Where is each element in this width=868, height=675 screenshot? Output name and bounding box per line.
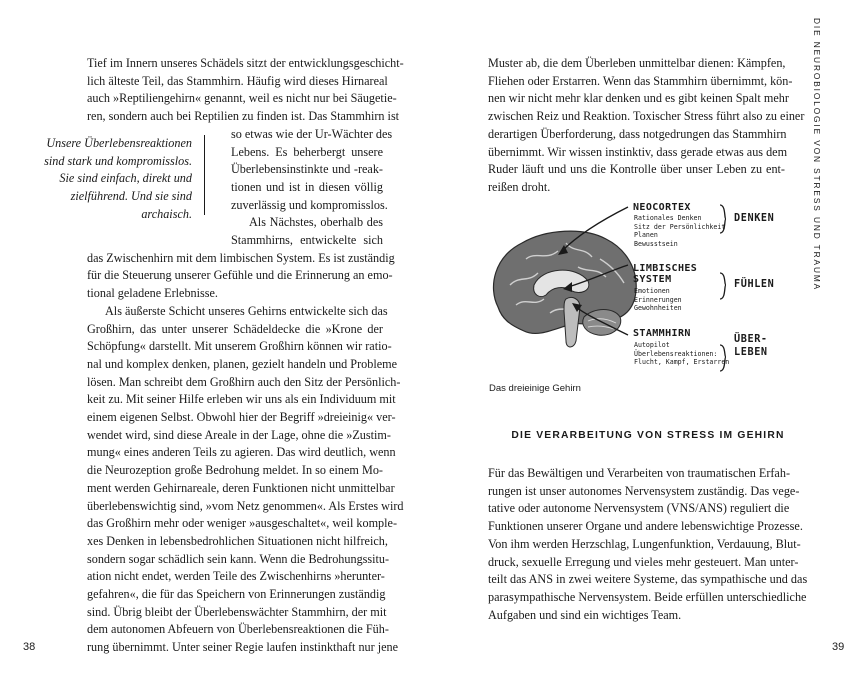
text-line: druck, sexuelle Erregung und vieles mehr gesteuert. Man unter- xyxy=(488,554,799,569)
pull-quote-line: Sie sind einfach, direkt und xyxy=(59,171,192,186)
neocortex-title: NEOCORTEX xyxy=(633,202,691,213)
text-line: Als Nächstes, oberhalb des xyxy=(249,215,383,230)
text-line: mung« eines anderen Teils zu agieren. Das wird deutlich, wenn xyxy=(87,445,396,460)
text-line: Für das Bewältigen und Verarbeiten von traumatischen Erfah- xyxy=(488,466,790,480)
running-head xyxy=(808,18,828,292)
pull-quote-line: zielführend. Und sie sind xyxy=(70,189,192,204)
pull-quote-line: sind stark und kompromisslos. xyxy=(44,153,192,168)
section-heading: DIE VERARBEITUNG VON STRESS IM GEHIRN xyxy=(511,430,785,441)
text-line: rungen ist unser autonomes Nervensystem zuständig. Das vege- xyxy=(488,483,800,498)
limbic-title-line-1: LIMBISCHES xyxy=(633,263,698,274)
stammhirn-title: STAMMHIRN xyxy=(633,328,691,339)
function-item: Bewusstsein xyxy=(634,239,678,248)
text-line: das Großhirn mehr oder weniger »ausgeschaltet«, weil komple- xyxy=(87,516,398,531)
text-line: parasympathische Nervensystem. Beide erfüllen unterschiedliche xyxy=(488,589,807,604)
text-line: Ruder läuft und uns die Kontrolle über unser Leben zu ent- xyxy=(488,162,785,177)
text-line: Fliehen oder Erstarren. Wenn das Stammhirn übernimmt, kön- xyxy=(488,73,793,88)
text-line: so etwas wie der Ur-Wächter des xyxy=(231,126,393,141)
pull-quote-line: Unsere Überlebensreaktionen xyxy=(46,136,192,150)
running-head-text: DIE NEUROBIOLOGIE VON STRESS UND TRAUMA xyxy=(812,18,822,292)
function-item: Autopilot xyxy=(634,341,670,349)
function-item: Überlebensreaktionen: xyxy=(634,349,718,358)
function-item: Emotionen xyxy=(634,287,670,295)
text-line: übernimmt. Wir wissen instinktiv, dass gerade etwas aus dem xyxy=(488,144,788,159)
text-line: Stammhirns, entwickelte sich xyxy=(231,233,383,247)
pull-quote-rule xyxy=(204,135,205,215)
text-line: Tief im Innern unseres Schädels sitzt der entwicklungsgeschicht- xyxy=(87,56,404,70)
text-line: teilt das ANS in zwei weitere Systeme, das sympathische und das xyxy=(488,572,808,587)
text-line: die Neurozeption große Bedrohung meldet. In so einem Mo- xyxy=(87,463,383,478)
text-line: xes Denken in lebensbedrohlichen Situationen nicht hilfreich, xyxy=(87,533,388,548)
text-line: Großhirn, das unter unserer Schädeldecke die »Krone der xyxy=(87,321,383,336)
text-line: sondern sogar schädlich sein kann. Wenn die Bedrohungssitu- xyxy=(87,551,390,566)
text-line: für die Steuerung unserer Gefühle und die Erinnerung an emo- xyxy=(87,268,393,283)
text-line: tative oder autonome Nervensystem (VNS/ANS) reguliert die xyxy=(488,501,790,516)
text-line: ment werden Gehirnareale, deren Funktionen nicht unmittelbar xyxy=(87,480,395,495)
text-line: gefahren«, die für das Speichern von Erinnerungen zuständig xyxy=(87,587,386,601)
function-item: Flucht, Kampf, Erstarren xyxy=(634,358,730,367)
group-label-denken: DENKEN xyxy=(734,213,775,224)
text-line: Funktionen unserer Organe und andere lebenswichtige Prozesse. xyxy=(488,519,803,534)
text-line: tionen und ist in diesen völlig xyxy=(231,179,383,194)
group-label-fuehlen: FÜHLEN xyxy=(734,279,775,290)
text-line: zwischen Reiz und Reaktion. Toxischer Stress führt also zu einer xyxy=(488,109,805,124)
text-line: nen wir nicht mehr klar denken und es gibt keinen Spalt mehr xyxy=(488,91,789,106)
function-item: Rationales Denken xyxy=(634,214,702,222)
page-number-left: 38 xyxy=(23,641,36,653)
text-line: ren, sondern auch bei Reptilien zu finden ist. Das Stammhirn ist xyxy=(87,109,400,124)
page-number-right: 39 xyxy=(832,641,845,653)
text-line: Aufgaben und sind ein wichtiges Team. xyxy=(488,607,682,622)
function-item: Planen xyxy=(634,231,658,240)
limbic-title-line-2: SYSTEM xyxy=(633,274,672,285)
text-line: Lebens. Es beherbergt unsere xyxy=(231,144,383,159)
group-label-ueber: ÜBER- xyxy=(734,334,768,345)
text-line: Überlebensinstinkte und -reak- xyxy=(231,162,383,177)
text-line: derartigen Überforderung, dass notgedrungen das Stammhirn xyxy=(488,126,787,141)
text-line: dem autonomen Abfeuern von Überlebensreaktionen die Füh- xyxy=(87,622,389,637)
text-line: ation nicht endet, werden Teile des Zwischenhirns »herunter- xyxy=(87,569,385,584)
text-line: zuverlässig und kompromisslos. xyxy=(231,197,388,212)
function-item: Gewohnheiten xyxy=(634,304,682,313)
text-line: Als äußerste Schicht unseres Gehirns entwickelte sich das xyxy=(105,303,388,318)
text-line: rung übernimmt. Unter seiner Regie laufen instinkthaft nur jene xyxy=(87,640,399,655)
text-line: einem eigenen Selbst. Obwohl hier der Begriff »dreieinig« ver- xyxy=(87,410,396,424)
text-line: Muster ab, die dem Überleben unmittelbar dienen: Kämpfen, xyxy=(488,56,786,70)
text-line: lösen. Man schreibt dem Großhirn auch den Sitz der Persönlich- xyxy=(87,374,401,389)
pull-quote-line: archaisch. xyxy=(141,206,192,221)
group-label-leben: LEBEN xyxy=(734,347,768,358)
text-line: sind. Übrig bleibt der Überlebenswächter Stammhirn, der mit xyxy=(87,604,387,619)
text-line: lich älteste Teil, das Stammhirn. Häufig wird dieses Hirnareal xyxy=(87,73,388,88)
text-line: wendet wird, sind diese Areale in der Lage, ohne die »Zustim- xyxy=(87,427,391,442)
figure-caption: Das dreieinige Gehirn xyxy=(489,383,581,394)
text-line: nal und komplex denken, planen, gezielt handeln und Probleme xyxy=(87,356,398,371)
text-line: überlebenswichtig sind, »vom Netz genommen«. Als Erstes wird xyxy=(87,498,404,513)
text-line: Von ihm werden Herzschlag, Lungenfunktion, Verdauung, Blut- xyxy=(488,536,801,551)
text-line: reißen droht. xyxy=(488,179,551,194)
text-line: tional geladene Erlebnisse. xyxy=(87,286,218,301)
function-item: Erinnerungen xyxy=(634,295,682,304)
text-line: keit zu. Mit seiner Hilfe erleben wir uns als ein Individuum mit xyxy=(87,392,396,407)
function-item: Sitz der Persönlichkeit xyxy=(634,222,726,231)
text-line: Schöpfung« darstellt. Mit unserem Großhirn können wir ratio- xyxy=(87,339,392,354)
text-line: auch »Reptiliengehirn« genannt, weil es nicht nur bei Säugetie- xyxy=(87,91,397,106)
text-line: das Zwischenhirn mit dem limbischen System. Es ist zuständig xyxy=(87,250,395,265)
